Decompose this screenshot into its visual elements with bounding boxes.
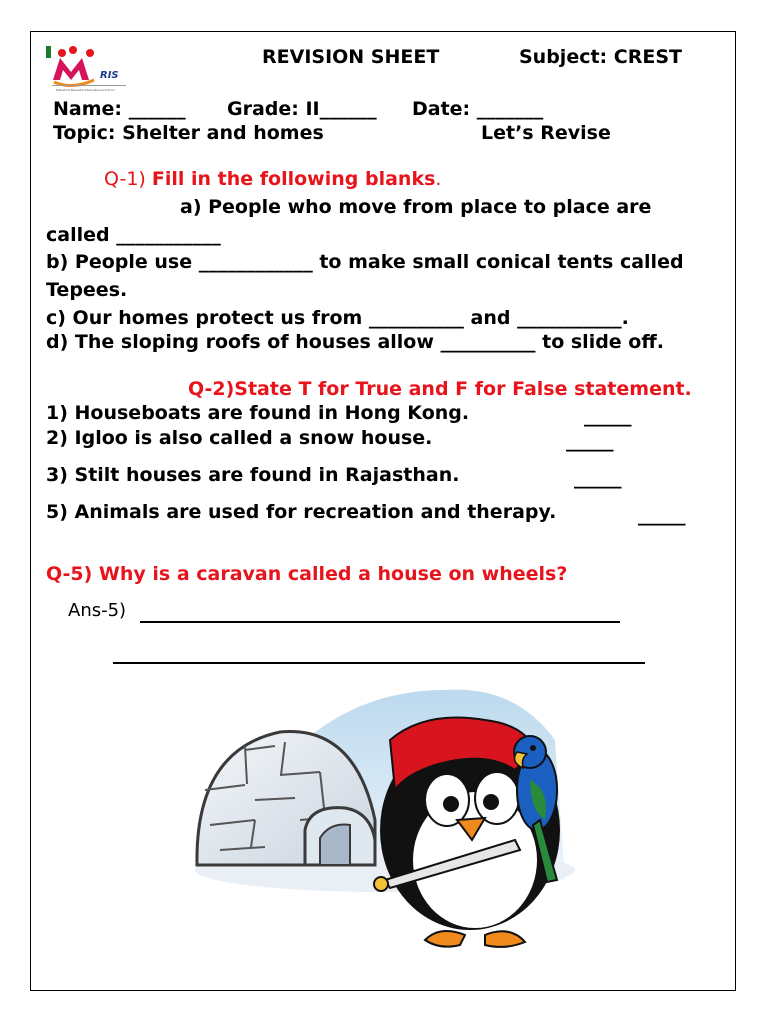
q1-d: d) The sloping roofs of houses allow __________ to slide off. xyxy=(46,331,664,353)
school-logo xyxy=(44,44,134,94)
q2-blank-1: _____ xyxy=(584,405,632,427)
sheet-title: REVISION SHEET xyxy=(262,46,440,68)
date-field: Date: _______ xyxy=(412,98,544,120)
q2-blank-4: _____ xyxy=(638,504,686,526)
q2-item-3: 3) Stilt houses are found in Rajasthan. xyxy=(46,464,460,486)
q2-item-1: 1) Houseboats are found in Hong Kong. xyxy=(46,402,470,424)
q1-period: . xyxy=(435,168,442,190)
q2-blank-2: _____ xyxy=(566,430,614,452)
q5-answer-line-1 xyxy=(140,621,620,623)
q5-heading: Q-5) Why is a caravan called a house on wheels? xyxy=(46,563,568,585)
logo-text: RIS xyxy=(100,70,119,81)
q1-heading xyxy=(104,168,441,190)
q1-c: c) Our homes protect us from __________ and ___________. xyxy=(46,307,629,329)
q2-heading: Q-2)State T for True and F for False statement. xyxy=(188,378,692,400)
q1-b-line1: b) People use ____________ to make small conical tents called xyxy=(46,251,684,273)
subject-label: Subject: CREST xyxy=(519,46,682,68)
tagline: Let’s Revise xyxy=(481,122,611,144)
q5-answer-line-2 xyxy=(113,662,645,664)
logo-mark xyxy=(44,44,134,94)
name-field: Name: ______ xyxy=(53,98,186,120)
igloo-penguin-illustration xyxy=(185,680,625,950)
topic-label: Topic: Shelter and homes xyxy=(53,122,324,144)
q1-number: Q-1) xyxy=(104,168,152,190)
q1-b-line2: Tepees. xyxy=(46,279,128,301)
logo-subtext: Mahatma Beeraha International School xyxy=(56,88,115,92)
q1-a-line1: a) People who move from place to place are xyxy=(180,196,652,218)
grade-field: Grade: II______ xyxy=(227,98,377,120)
q2-blank-3: _____ xyxy=(574,467,622,489)
q2-item-2: 2) Igloo is also called a snow house. xyxy=(46,427,433,449)
q5-answer-label: Ans-5) xyxy=(68,600,127,621)
q1-title: Fill in the following blanks xyxy=(151,168,436,190)
q1-a-line2: called ___________ xyxy=(46,224,221,246)
q2-item-4: 5) Animals are used for recreation and therapy. xyxy=(46,501,557,523)
